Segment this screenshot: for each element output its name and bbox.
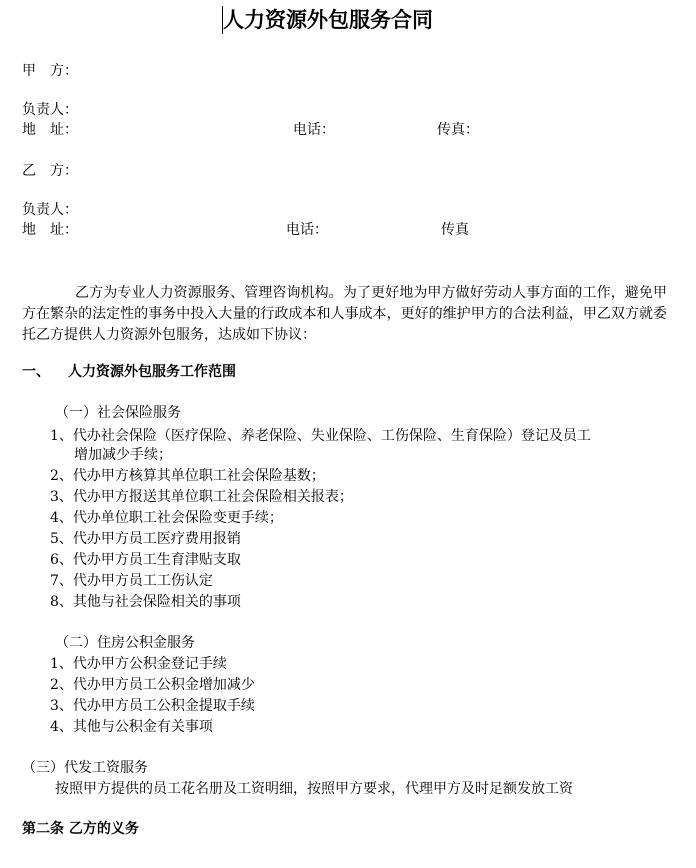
housing-fund-heading: （二）住房公积金服务 [55,635,195,651]
party-b-label: 乙 方： [22,163,78,179]
social-insurance-heading: （一）社会保险服务 [55,405,181,421]
social-insurance-item-7: 7、代办甲方员工工伤认定 [50,573,213,589]
housing-fund-item-1: 1、代办甲方公积金登记手续 [50,656,227,672]
social-insurance-item-3: 3、代办甲方报送其单位职工社会保险相关报表； [50,489,353,505]
intro-paragraph: 乙方为专业人力资源服务、管理咨询机构。为了更好地为甲方做好劳动人事方面的工作，避免甲方在繁杂的法定性的事务中投入大量的行政成本和人事成本，更好的维护甲方的合法利益，甲乙双方就委托乙方提供人力资源外包服务，达成如下协议： [22,285,667,343]
party-a-label: 甲 方： [22,63,78,79]
section-1-title: 人力资源外包服务工作范围 [68,364,236,380]
payroll-heading: （三）代发工资服务 [22,760,148,776]
document-title: 人力资源外包服务合同 [223,7,433,32]
social-insurance-item-4: 4、代办单位职工社会保险变更手续； [50,510,283,526]
party-a-responsible-label: 负责人： [22,102,78,118]
social-insurance-item-1: 1、代办社会保险（医疗保险、养老保险、失业保险、工伤保险、生育保险）登记及员工 [50,428,591,444]
social-insurance-item-2: 2、代办甲方核算其单位职工社会保险基数； [50,468,325,484]
party-a-phone-label: 电话： [293,122,335,138]
article-2-heading: 第二条 乙方的义务 [22,821,139,837]
housing-fund-item-3: 3、代办甲方员工公积金提取手续 [50,698,255,714]
payroll-text: 按照甲方提供的员工花名册及工资明细，按照甲方要求，代理甲方及时足额发放工资 [55,781,573,797]
housing-fund-item-2: 2、代办甲方员工公积金增加减少 [50,677,255,693]
social-insurance-item-8: 8、其他与社会保险相关的事项 [50,594,241,610]
social-insurance-item-6: 6、代办甲方员工生育津贴支取 [50,552,241,568]
social-insurance-item-5: 5、代办甲方员工医疗费用报销 [50,531,241,547]
party-b-responsible-label: 负责人： [22,202,78,218]
party-a-address-label: 地 址： [22,122,78,138]
section-1-number: 一、 [22,364,50,380]
party-b-address-label: 地 址： [22,222,78,238]
party-a-fax-label: 传真： [437,122,479,138]
housing-fund-item-4: 4、其他与公积金有关事项 [50,719,213,735]
party-b-fax-label: 传真 [441,222,469,238]
party-b-phone-label: 电话： [286,222,328,238]
social-insurance-item-1-cont: 增加减少手续； [74,447,172,463]
